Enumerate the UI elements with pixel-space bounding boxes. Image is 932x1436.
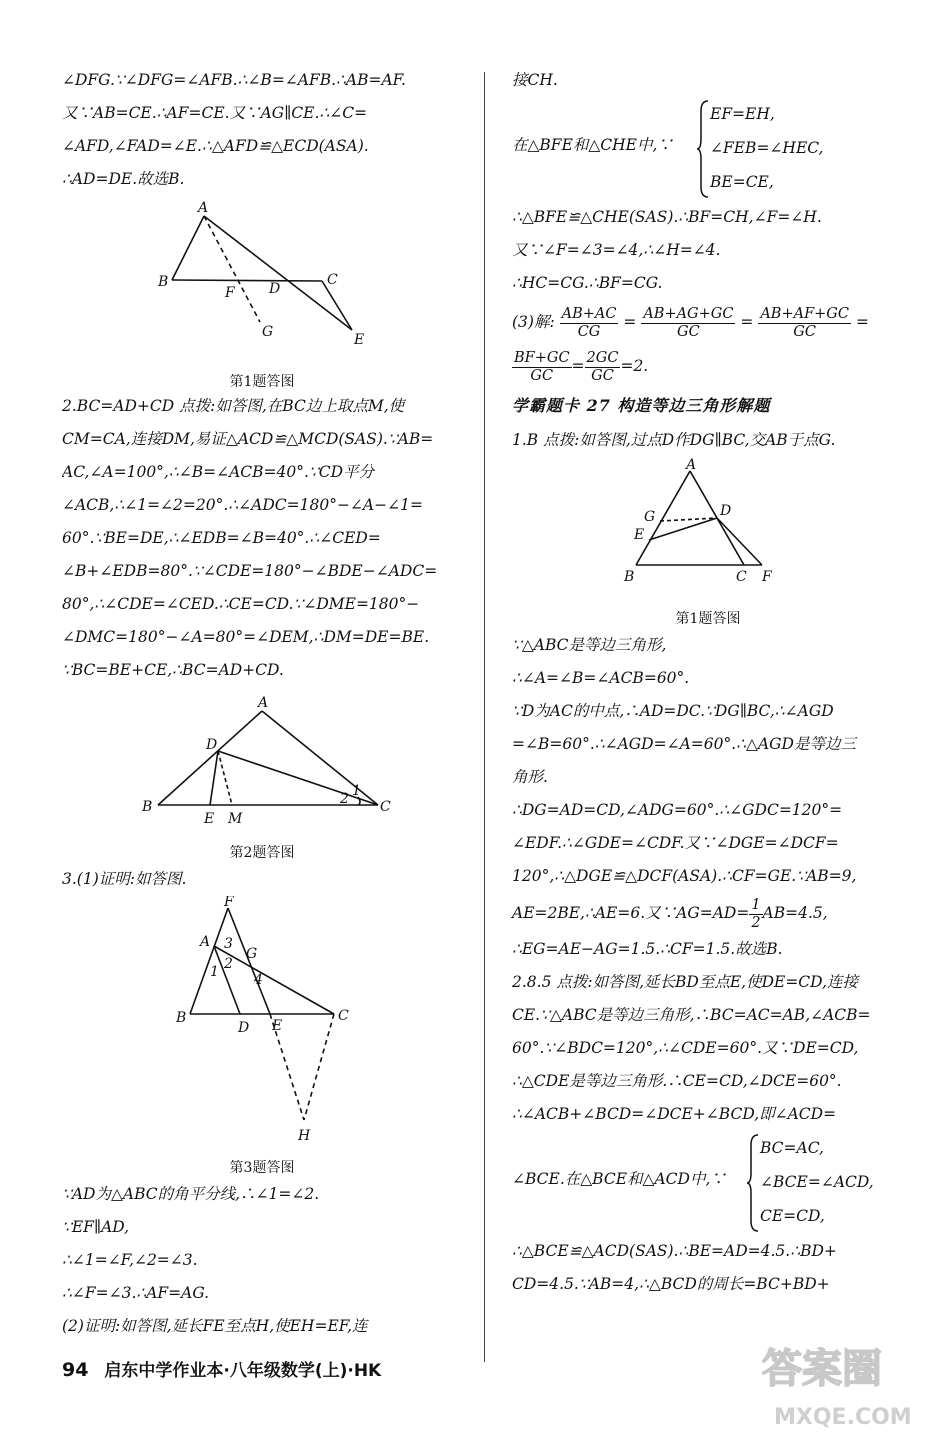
label-E: E [354, 332, 365, 348]
triangle-diagram-q1 [62, 196, 462, 366]
text-line: 2.BC=AD+CD 点拨:如答图,在BC边上取点M,使 [62, 397, 405, 415]
text-line: ∵△ABC是等边三角形, [512, 636, 667, 654]
label-B: B [624, 569, 635, 585]
label-C: C [327, 272, 338, 288]
figure-q3-left [62, 896, 462, 1178]
text-line: ∴△CDE是等边三角形.∴CE=CD,∠DCE=60°. [512, 1072, 842, 1090]
label-1: 1 [352, 783, 361, 799]
label-D: D [269, 281, 281, 297]
text-line: CE.∵△ABC是等边三角形,∴BC=AC=AB,∠ACB= [512, 1006, 871, 1024]
text-line: ∵BC=BE+CE,∴BC=AD+CD. [62, 661, 284, 679]
label-D: D [206, 737, 218, 753]
book-title: 启东中学作业本·八年级数学(上)·HK [104, 1361, 382, 1381]
equilateral-triangle-diagram [512, 457, 904, 603]
text-line: CM=CA,连接DM,易证△ACD≌△MCD(SAS).∵AB= [62, 430, 434, 448]
text-line: ∠B+∠EDB=80°.∵∠CDE=180°−∠BDE−∠ADC= [62, 562, 438, 580]
label-F: F [762, 569, 772, 585]
figure-caption: 第2题答图 [229, 845, 295, 861]
text-line: ∴∠A=∠B=∠ACB=60°. [512, 669, 690, 687]
fraction: $\frac{2GC}{GC}$ [586, 349, 619, 384]
condition-line: BE=CE, [710, 173, 774, 191]
figure-q1-left [62, 196, 462, 390]
text-line: ∴∠1=∠F,∠2=∠3. [62, 1251, 198, 1269]
watermark-url: MXQE.COM [774, 1405, 912, 1430]
text-line: ∴△BCE≌△ACD(SAS).∴BE=AD=4.5.∴BD+ [512, 1242, 837, 1260]
page-number: 94 [62, 1359, 89, 1381]
section-title: 学霸题卡 27 构造等边三角形解题 [512, 396, 771, 415]
text-line: 3.(1)证明:如答图. [62, 870, 187, 888]
label-A: A [200, 934, 211, 950]
fraction-lead: (3)解: [512, 313, 555, 331]
watermark-logo [752, 1338, 922, 1434]
label-2: 2 [340, 791, 349, 807]
figure-q1-right [512, 457, 904, 629]
text-line: ∵AD为△ABC的角平分线,∴∠1=∠2. [62, 1185, 320, 1203]
figure-q2-left [62, 687, 462, 863]
condition-line: ∠FEB=∠HEC, [710, 139, 824, 157]
figure-caption: 第3题答图 [229, 1160, 295, 1176]
condition-line: BC=AC, [760, 1139, 824, 1157]
left-brace-icon [696, 99, 710, 199]
label-2: 2 [224, 956, 233, 972]
text-line: ∠DFG.∵∠DFG=∠AFB.∴∠B=∠AFB.∴AB=AF. [62, 71, 406, 89]
label-G: G [644, 509, 656, 525]
fraction: $\frac{AB+AC}{CG}$ [561, 305, 617, 340]
text-line: ∵D为AC的中点,∴AD=DC.∵DG∥BC,∴∠AGD [512, 702, 834, 720]
label-C: C [380, 799, 391, 815]
label-H: H [298, 1128, 311, 1144]
label-C: C [338, 1008, 349, 1024]
text-line: ∴△BFE≌△CHE(SAS).∴BF=CH,∠F=∠H. [512, 208, 822, 226]
text-line: ∴HC=CG.∴BF=CG. [512, 274, 663, 292]
text-line: ∴AD=DE.故选B. [62, 170, 185, 188]
brace-lead: ∠BCE.在△BCE和△ACD中,∵ [512, 1170, 726, 1188]
left-column [62, 64, 462, 1343]
text-line: ∵EF∥AD, [62, 1218, 130, 1236]
label-A: A [258, 695, 269, 711]
triangle-diagram-q2 [62, 687, 462, 837]
label-F: F [225, 285, 235, 301]
text-line: 120°,∴△DGE≌△DCF(ASA).∴CF=GE.∵AB=9, [512, 867, 857, 885]
text-line: 60°.∵BE=DE,∴∠EDB=∠B=40°.∴∠CED= [62, 529, 381, 547]
brace-lead: 在△BFE和△CHE中,∵ [512, 136, 673, 154]
text-line: 又∵AB=CE.∴AF=CE.又∵AG∥CE.∴∠C= [62, 104, 368, 122]
column-divider [484, 72, 485, 1362]
label-E: E [204, 811, 215, 827]
triangle-diagram-q3 [62, 896, 462, 1152]
text-line: ∴∠F=∠3.∴AF=AG. [62, 1284, 210, 1302]
label-D: D [720, 503, 732, 519]
fraction-equation-line-2: $\frac{BF+GC}{GC}$ = $\frac{2GC}{GC}$ =2. [514, 349, 649, 384]
condition-line: EF=EH, [710, 105, 775, 123]
text-line: 角形. [512, 768, 548, 786]
text-line: ∠DMC=180°−∠A=80°=∠DEM,∴DM=DE=BE. [62, 628, 430, 646]
congruence-conditions-1 [512, 97, 904, 201]
page-footer [62, 1356, 381, 1381]
label-1: 1 [210, 964, 219, 980]
fraction: $\frac{1}{2}$ [751, 896, 761, 931]
text-line: ∴∠ACB+∠BCD=∠DCE+∠BCD,即∠ACD= [512, 1105, 837, 1123]
label-D: D [238, 1020, 250, 1036]
figure-caption: 第1题答图 [229, 374, 295, 390]
text-line: CD=4.5.∵AB=4,∴△BCD的周长=BC+BD+ [512, 1275, 830, 1293]
watermark-logo-text: 答案圈 [762, 1346, 882, 1392]
left-brace-icon [746, 1133, 760, 1233]
fraction: $\frac{AB+AG+GC}{GC}$ [643, 305, 734, 340]
text-line: 又∵∠F=∠3=∠4,∴∠H=∠4. [512, 241, 721, 259]
label-B: B [142, 799, 153, 815]
label-4: 4 [254, 972, 263, 988]
half-fraction-line: AE=2BE,∴AE=6.又∵AG=AD= $\frac{1}{2}$ AB=4.5, [512, 896, 828, 931]
condition-line: CE=CD, [760, 1207, 825, 1225]
label-C: C [736, 569, 747, 585]
text-line: 60°.∵∠BDC=120°,∴∠CDE=60°.又∵DE=CD, [512, 1039, 859, 1057]
label-M: M [228, 811, 243, 827]
label-A: A [198, 200, 209, 216]
label-B: B [176, 1010, 187, 1026]
fraction: $\frac{BF+GC}{GC}$ [514, 349, 570, 384]
fraction-equation-line-1: (3)解: $\frac{AB+AC}{CG}$ = $\frac{AB+AG+GC}{GC}$ = $\frac{AB+AF+GC}{GC}$ = [512, 305, 869, 340]
text-line: 80°,∴∠CDE=∠CED.∴CE=CD.∵∠DME=180°− [62, 595, 420, 613]
label-G: G [246, 946, 258, 962]
text-line: ∠ACB,∴∠1=∠2=20°.∴∠ADC=180°−∠A−∠1= [62, 496, 423, 514]
text-line: 2.8.5 点拨:如答图,延长BD至点E,使DE=CD,连接 [512, 973, 858, 991]
text-line: ∠AFD,∠FAD=∠E.∴△AFD≌△ECD(ASA). [62, 137, 369, 155]
fraction: $\frac{AB+AF+GC}{GC}$ [760, 305, 849, 340]
figure-caption: 第1题答图 [675, 611, 741, 627]
label-E: E [272, 1018, 283, 1034]
text-line: ∴DG=AD=CD,∠ADG=60°.∴∠GDC=120°= [512, 801, 843, 819]
text-line: 1.B 点拨:如答图,过点D作DG∥BC,交AB于点G. [512, 431, 836, 449]
right-column [512, 64, 904, 1301]
text-line: AC,∠A=100°,∴∠B=∠ACB=40°.∵CD平分 [62, 463, 375, 481]
congruence-conditions-2 [512, 1131, 904, 1235]
text-line: 接CH. [512, 71, 558, 89]
text-line: =∠B=60°.∴∠AGD=∠A=60°.∴△AGD是等边三 [512, 735, 856, 753]
text-line: (2)证明:如答图,延长FE至点H,使EH=EF,连 [62, 1317, 368, 1335]
condition-line: ∠BCE=∠ACD, [760, 1173, 874, 1191]
fraction-tail: =2. [620, 357, 649, 375]
label-E: E [634, 527, 645, 543]
label-G: G [262, 324, 274, 340]
text-line: ∴EG=AE−AG=1.5.∴CF=1.5.故选B. [512, 940, 783, 958]
label-B: B [158, 274, 169, 290]
label-3: 3 [224, 936, 233, 952]
label-A: A [686, 457, 697, 473]
text-line: ∠EDF.∴∠GDE=∠CDF.又∵∠DGE=∠DCF= [512, 834, 839, 852]
label-F: F [224, 896, 234, 910]
